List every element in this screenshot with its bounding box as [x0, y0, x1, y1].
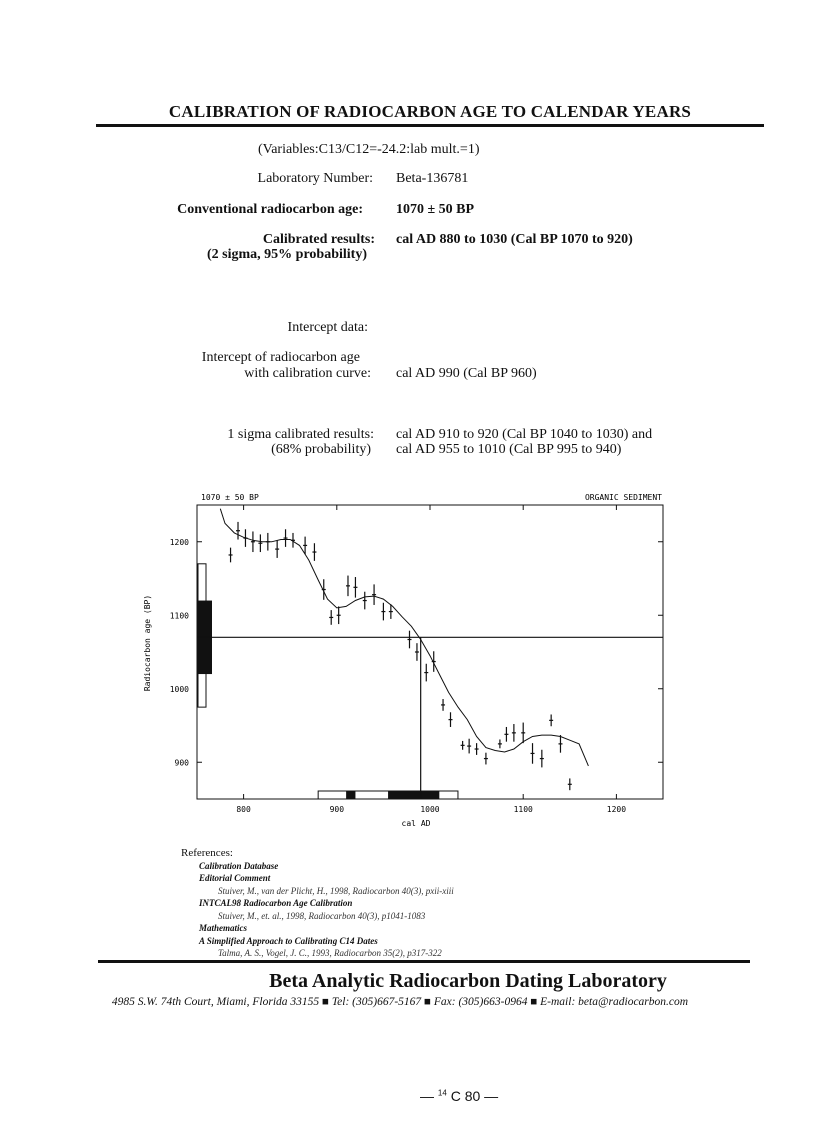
conventional-age-value: 1070 ± 50 BP [396, 202, 475, 217]
calendar-ranges [318, 791, 458, 799]
calendar-range-1sigma [388, 791, 439, 799]
sigma1-label: 1 sigma calibrated results: [227, 427, 374, 442]
reference-title: INTCAL98 Radiocarbon Age Calibration [199, 898, 353, 908]
reference-title: A Simplified Approach to Calibrating C14 Dates [199, 935, 378, 946]
page-dash-left: — [420, 1088, 434, 1104]
calibration-chart [130, 485, 680, 835]
conventional-age-label: Conventional radiocarbon age: [177, 202, 363, 217]
variables-line: (Variables:C13/C12=-24.2:lab mult.=1) [258, 142, 480, 157]
lab-address: 4985 S.W. 74th Court, Miami, Florida 33155 ■ Tel: (305)667-5167 ■ Fax: (305)663-0964 ■ E-mail: beta@radiocarbon.com [111, 996, 689, 1008]
sigma1-sublabel: (68% probability) [271, 442, 371, 457]
data-points [229, 522, 572, 790]
page-number [420, 1088, 498, 1104]
reference-title: Editorial Comment [199, 873, 271, 883]
chart-title-right: ORGANIC SEDIMENT [584, 493, 662, 502]
calibrated-label: Calibrated results: [262, 232, 375, 247]
header-rule [96, 124, 764, 127]
x-tick-label: 800 [236, 805, 251, 814]
intercept-data-label: Intercept data: [287, 320, 368, 335]
plot-frame [197, 505, 663, 799]
reference-citation: Stuiver, M., van der Plicht, H., 1998, Radiocarbon 40(3), pxii-xiii [218, 885, 454, 896]
sigma1-value-line1: cal AD 910 to 920 (Cal BP 1040 to 1030) and [396, 427, 653, 442]
y-tick-label: 1100 [169, 611, 189, 621]
calibrated-sublabel: (2 sigma, 95% probability) [207, 247, 367, 262]
x-tick-label: 1100 [513, 805, 533, 814]
page-dash-right: — [484, 1088, 499, 1104]
page-code: C 80 [450, 1088, 481, 1104]
chart-title-left: 1070 ± 50 BP [201, 493, 259, 502]
y-axis-label: Radiocarbon age (BP) [143, 594, 152, 692]
x-axis-label: cal AD [401, 819, 431, 828]
y-tick-label: 1000 [169, 684, 189, 694]
lab-number-value: Beta-136781 [396, 171, 469, 186]
reference-title: Mathematics [199, 923, 248, 933]
references-heading: References: [181, 847, 233, 859]
footer-rule [98, 960, 750, 963]
references [181, 847, 454, 960]
calendar-range-1sigma [346, 791, 355, 799]
y-tick-label: 900 [174, 758, 189, 768]
reference-citation: Talma, A. S., Vogel, J. C., 1993, Radiocarbon 35(2), p317-322 [218, 948, 442, 958]
x-tick-label: 1200 [606, 805, 627, 814]
reference-citation: Stuiver, M., et. al., 1998, Radiocarbon 40(3), p1041-1083 [218, 910, 426, 921]
x-tick-label: 900 [329, 805, 345, 814]
calibrated-value: cal AD 880 to 1030 (Cal BP 1070 to 920) [396, 232, 633, 247]
sigma1-value-line2: cal AD 955 to 1010 (Cal BP 995 to 940) [396, 442, 622, 457]
intercept-label-line1: Intercept of radiocarbon age [201, 350, 360, 365]
page-sup: 14 [437, 1088, 447, 1098]
intercept-value: cal AD 990 (Cal BP 960) [396, 366, 537, 381]
reference-title: Calibration Database [199, 860, 279, 871]
lab-number-label: Laboratory Number: [257, 171, 373, 186]
y-tick-label: 1200 [169, 537, 189, 547]
intercept-label-line2: with calibration curve: [244, 366, 371, 381]
lab-name: Beta Analytic Radiocarbon Dating Laboratory [269, 970, 667, 992]
x-tick-label: 1000 [420, 805, 440, 814]
sample-distribution [198, 564, 212, 707]
page-title: CALIBRATION OF RADIOCARBON AGE TO CALENDAR YEARS [168, 102, 692, 121]
x-axis-ticks [236, 505, 626, 814]
